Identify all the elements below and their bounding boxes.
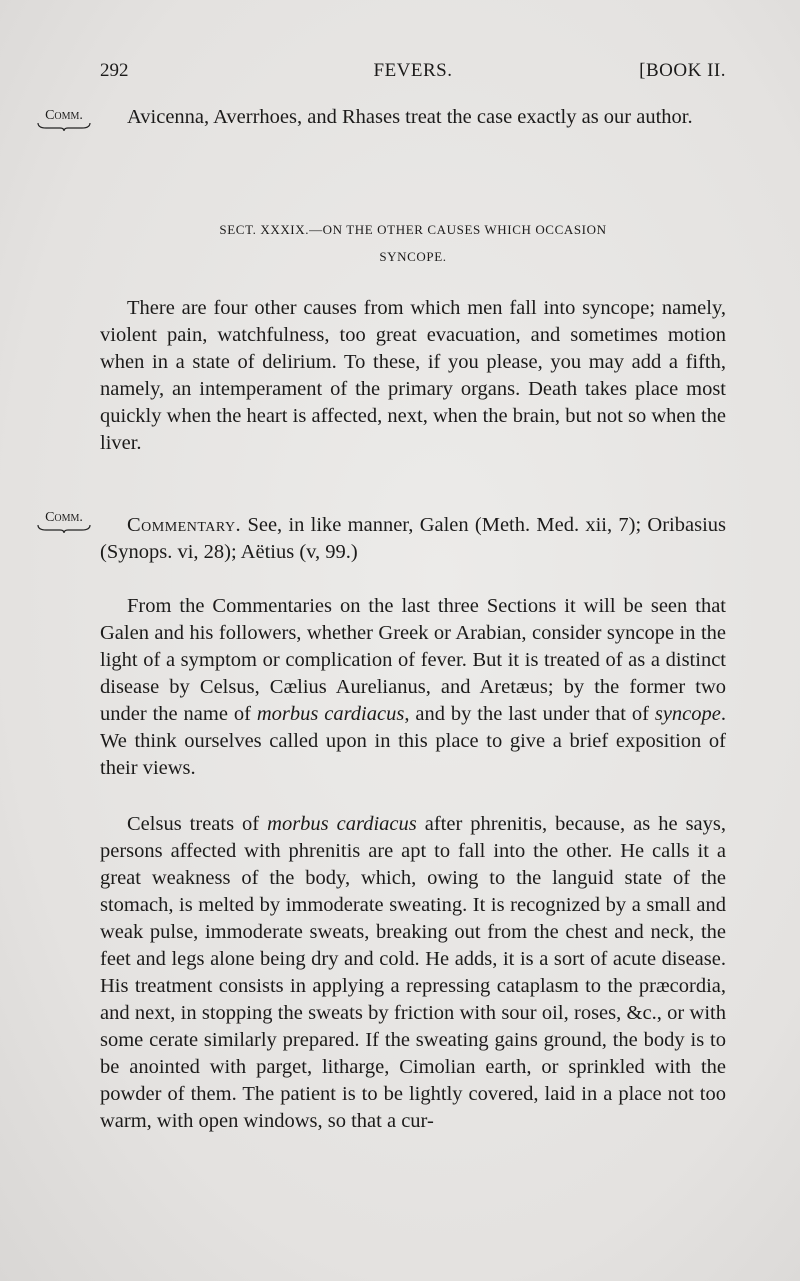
brace-icon: [36, 122, 92, 132]
book-reference: [BOOK II.: [639, 60, 726, 81]
commentary-text: See, in like manner, Galen (Meth. Med. xii, 7); Oribasius (Synops. vi, 28); Aëtius (v, 99.): [100, 514, 726, 563]
paragraph-celsus: [100, 811, 726, 1135]
margin-note-label: Comm.: [45, 108, 83, 123]
brace-icon: [36, 524, 92, 534]
text-run: Celsus treats of: [127, 813, 268, 835]
section-heading: [100, 216, 726, 270]
running-header: [100, 60, 726, 88]
margin-note-label: Comm.: [45, 510, 83, 525]
header-title: FEVERS.: [373, 60, 453, 81]
margin-note-comm: [36, 510, 92, 534]
paragraph-text: [100, 593, 726, 782]
paragraph-text: Avicenna, Averrhoes, and Rhases treat the case exactly as our author.: [127, 106, 693, 128]
commentary-label: Commentary.: [127, 514, 242, 536]
section-heading-line1: SECT. XXXIX.—ON THE OTHER CAUSES WHICH OCCASION: [219, 222, 607, 237]
commentary-block: [100, 512, 726, 566]
section-heading-line2: SYNCOPE.: [379, 249, 447, 264]
page-number: 292: [100, 60, 129, 81]
paragraph-text: [100, 811, 726, 1135]
commentary-paragraph: [100, 512, 726, 566]
italic-term: morbus cardiacus: [267, 813, 417, 835]
paragraph-intro: [100, 104, 726, 131]
paragraph-causes: [100, 295, 726, 457]
paragraph-discussion: [100, 593, 726, 782]
paragraph-text: There are four other causes from which men fall into syncope; namely, violent pain, watchfulness, too great evacuation, and sometimes motion when in a state of delirium. To these, if you please, you may add a fifth, namely, an intemperament of the primary organs. Death takes place most quickly when the heart is affected, next, when the brain, but not so when the liver.: [100, 297, 726, 454]
text-run: after phrenitis, because, as he says, persons affected with phrenitis are apt to fall into the other. He calls it a great weakness of the body, which, owing to the languid state of the stomach, is melted by immoderate sweating. It is recognized by a small and weak pulse, immoderate sweats, breaking out from the chest and neck, the feet and legs alone being dry and cold. He adds, it is a sort of acute disease. His treatment consists in applying a repressing cataplasm to the præcordia, and next, in stopping the sweats by friction with sour oil, roses, &c., or with some cerate similarly prepared. If the sweating gains ground, the body is to be anointed with parget, litharge, Cimolian earth, or sprinkled with the powder of them. The patient is to be lightly covered, laid in a place not too warm, with open windows, so that a cur-: [100, 813, 726, 1132]
italic-term: morbus cardiacus: [256, 703, 405, 725]
text-run: , and by the last under that of: [404, 703, 655, 725]
text-run: From the Commentaries on the last three Sections it will be seen that Galen and his followers, whether Greek or Arabian, consider syncope in the light of a symptom or complication of fever. But it is treated of as a distinct disease by Celsus, Cælius Aurelianus, and Aretæus; by the former two under the name of: [100, 595, 726, 725]
text-run: . We think ourselves called upon in this place to give a brief exposition of their views.: [100, 703, 726, 779]
margin-note-comm: [36, 108, 92, 132]
italic-term: syncope: [654, 703, 721, 725]
